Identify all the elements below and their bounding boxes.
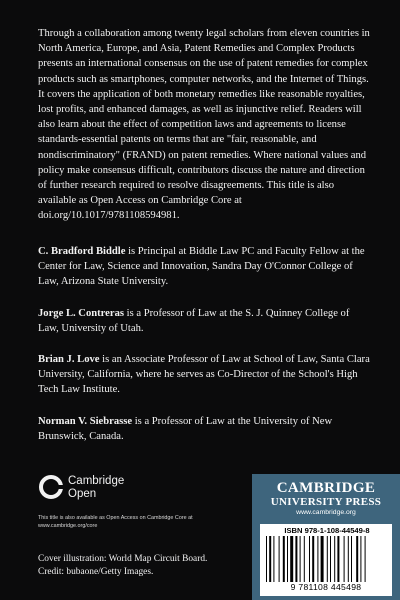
barcode-digits: 9 781108 445498 <box>290 582 362 592</box>
barcode-bar <box>283 536 285 582</box>
barcode-bar <box>356 536 358 582</box>
cover-illustration-line: Cover illustration: World Map Circuit Board. <box>38 554 208 564</box>
barcode-bar <box>312 536 314 582</box>
author-name: C. Bradford Biddle <box>38 246 126 257</box>
barcode-bar <box>300 536 301 582</box>
barcode-bar <box>360 536 361 582</box>
barcode-bar <box>295 536 297 582</box>
barcode-bar <box>351 536 352 582</box>
barcode-bar <box>327 536 328 582</box>
barcode-bar <box>334 536 335 582</box>
author-name: Norman V. Siebrasse <box>38 416 133 427</box>
publisher-url: www.cambridge.org <box>296 509 356 516</box>
publisher-panel <box>252 474 400 600</box>
publisher-name: CAMBRIDGE <box>276 480 376 496</box>
author-bio-text: is Principal at Biddle Law PC and Faculty Fellow at the Center for Law, Science and Innovation, Sandra Day O'Connor College of Law, Arizona State University. <box>38 246 365 288</box>
barcode-bar <box>321 536 324 582</box>
barcode-bar <box>309 536 310 582</box>
barcode-bar <box>317 536 318 582</box>
barcode-bar <box>348 536 349 582</box>
author-name: Brian J. Love <box>38 354 100 365</box>
cover-credit <box>38 553 258 578</box>
image-credit-line: Credit: bubaone/Getty Images. <box>38 566 154 577</box>
publisher-subname: UNIVERSITY PRESS <box>270 496 382 508</box>
barcode-bar <box>290 536 293 582</box>
barcode-bar <box>304 536 305 582</box>
cambridge-open-logo <box>38 474 168 510</box>
author-bio-siebrasse <box>38 414 370 444</box>
barcode-bar <box>365 536 366 582</box>
isbn-label: ISBN 978-1-108-44549-8 <box>284 526 370 535</box>
barcode-bar <box>287 536 288 582</box>
barcode-bar <box>279 536 280 582</box>
barcode-bar <box>330 536 331 582</box>
barcode-bar <box>269 536 271 582</box>
book-description: Through a collaboration among twenty legal scholars from eleven countries in North America, Europe, and Asia, Patent Remedies and Complex Products presents an international consensus on the use of patent remedies for complex products such as smartphones, computer networks, and the Internet of Things. It covers the application of both monetary remedies like reasonable royalties, lost profits, and enhanced damages, as well as injunctive relief. Readers will also learn about the effect of competition laws and agreements to license standards-essential patents on terms that are "fair, reasonable, and nondiscriminatory" (FRAND) on patent remedies. Where national values and policy make consensus difficult, contributors discuss the nature and direction of further research required to resolve disagreements. This title is also available as Open Access on Cambridge Core at doi.org/10.1017/9781108594981. <box>38 28 370 222</box>
open-access-icon <box>38 474 64 500</box>
author-bio-text: is an Associate Professor of Law at School of Law, Santa Clara University, California, where he serves as Co-Director of the School's High Tech Law Institute. <box>38 354 370 396</box>
barcode-bar <box>337 536 339 582</box>
author-bio-love <box>38 352 370 398</box>
barcode-icon <box>266 536 386 582</box>
brand-line-2: Open <box>68 488 97 500</box>
author-bio-contreras <box>38 306 370 336</box>
author-bio-text: is a Professor of Law at the University of New Brunswick, Canada. <box>38 416 333 443</box>
barcode-bar <box>266 536 267 582</box>
author-bio-text: is a Professor of Law at the S. J. Quinney College of Law, University of Utah. <box>38 308 350 335</box>
author-bio-biddle <box>38 244 370 290</box>
brand-line-1: Cambridge <box>68 475 125 487</box>
open-access-note: This title is also available as Open Access on Cambridge Core at www.cambridge.org/core <box>38 515 193 529</box>
barcode-bar <box>273 536 274 582</box>
publisher-logo <box>264 480 388 517</box>
author-name: Jorge L. Contreras <box>38 308 125 319</box>
barcode-bar <box>344 536 345 582</box>
barcode-box <box>260 524 392 596</box>
